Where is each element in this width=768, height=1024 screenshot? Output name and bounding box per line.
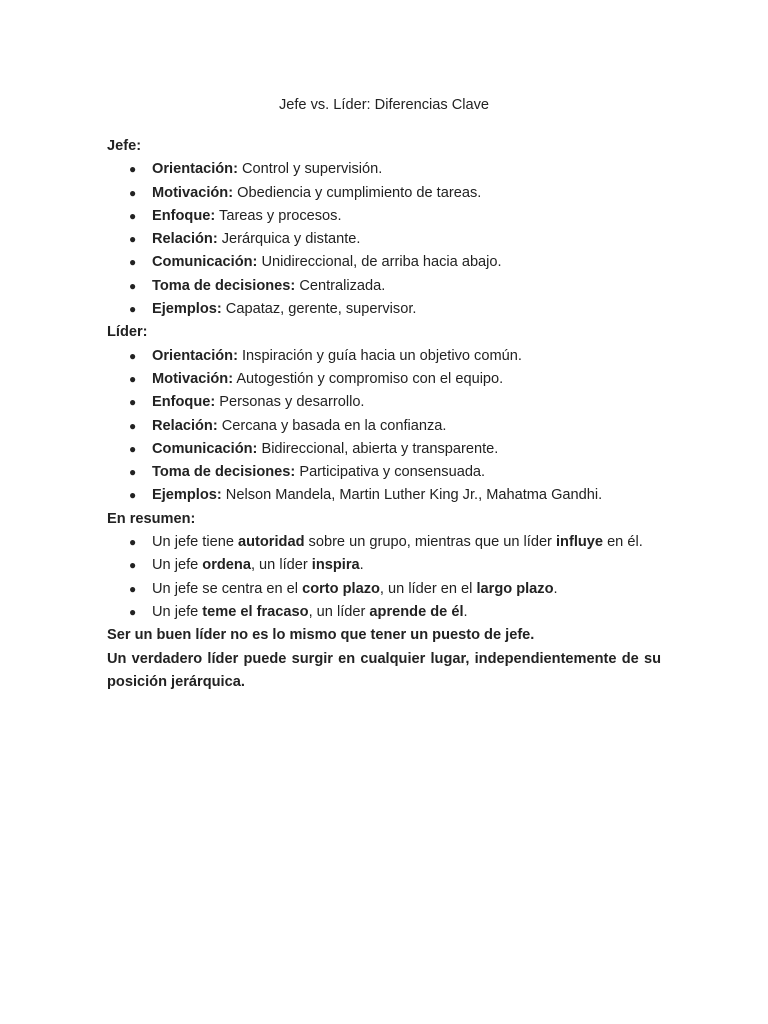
item-emphasis: autoridad — [238, 534, 305, 551]
bullet-icon: ● — [129, 371, 137, 386]
list-item — [107, 182, 661, 205]
list-item — [107, 205, 661, 228]
item-label: Relación: — [152, 417, 218, 434]
bullet-icon: ● — [129, 465, 137, 480]
item-emphasis: corto plazo — [302, 580, 380, 597]
item-text: Tareas y procesos. — [215, 207, 342, 224]
item-text: Participativa y consensuada. — [295, 464, 486, 481]
bullet-icon: ● — [129, 535, 137, 550]
list-item — [107, 601, 661, 624]
item-text: sobre un grupo, mientras que un líder — [304, 534, 556, 551]
item-text: Obediencia y cumplimiento de tareas. — [233, 184, 482, 201]
list-item — [107, 554, 661, 577]
item-text: , un líder — [308, 603, 370, 620]
item-emphasis: inspira — [311, 557, 360, 574]
bullet-icon: ● — [129, 581, 137, 596]
item-text: Inspiración y guía hacia un objetivo común. — [237, 347, 522, 364]
item-label: Toma de decisiones: — [152, 464, 296, 481]
list-item — [107, 298, 661, 321]
bullet-icon: ● — [129, 208, 137, 223]
item-text: , un líder — [250, 557, 312, 574]
list-item — [107, 251, 661, 274]
item-text: . — [553, 580, 558, 597]
bullet-icon: ● — [129, 558, 137, 573]
item-text: . — [463, 603, 468, 620]
lider-list — [107, 345, 661, 508]
item-emphasis: ordena — [202, 557, 251, 574]
item-label: Orientación: — [152, 347, 238, 364]
list-item — [107, 368, 661, 391]
item-text: , un líder en el — [379, 580, 477, 597]
resumen-list — [107, 531, 661, 624]
bullet-icon: ● — [129, 185, 137, 200]
item-emphasis: influye — [555, 534, 604, 551]
bullet-icon: ● — [129, 395, 137, 410]
list-item — [107, 578, 661, 601]
item-emphasis: largo plazo — [476, 580, 554, 597]
list-item — [107, 275, 661, 298]
list-item — [107, 438, 661, 461]
list-item — [107, 415, 661, 438]
list-item — [107, 461, 661, 484]
document-title: Jefe vs. Líder: Diferencias Clave — [278, 97, 490, 113]
item-text: Un jefe tiene — [152, 534, 238, 551]
item-text: Jerárquica y distante. — [217, 231, 361, 248]
list-item — [107, 228, 661, 251]
item-emphasis: aprende de él — [369, 603, 464, 620]
list-item — [107, 158, 661, 181]
item-label: Comunicación: — [152, 254, 258, 271]
bullet-icon: ● — [129, 488, 137, 503]
item-text: Un jefe — [152, 603, 203, 620]
jefe-list — [107, 158, 661, 321]
item-label: Comunicación: — [152, 440, 258, 457]
list-item — [107, 391, 661, 414]
section-heading-lider: Líder: — [107, 324, 148, 341]
bullet-icon: ● — [129, 418, 137, 433]
bullet-icon: ● — [129, 441, 137, 456]
item-label: Orientación: — [152, 161, 238, 178]
list-item — [107, 345, 661, 368]
item-text: Un jefe — [152, 557, 203, 574]
item-label: Motivación: — [152, 184, 234, 201]
section-heading-resumen: En resumen: — [107, 510, 196, 527]
bullet-icon: ● — [129, 348, 137, 363]
item-text: en él. — [603, 534, 643, 551]
bullet-icon: ● — [129, 604, 137, 619]
item-text: Personas y desarrollo. — [215, 394, 365, 411]
item-text: . — [359, 557, 364, 574]
item-label: Ejemplos: — [152, 301, 222, 318]
item-text: Unidireccional, de arriba hacia abajo. — [257, 254, 502, 271]
bullet-icon: ● — [129, 278, 137, 293]
bullet-icon: ● — [129, 302, 137, 317]
item-emphasis: teme el fracaso — [202, 603, 309, 620]
item-label: Enfoque: — [152, 394, 216, 411]
item-text: Bidireccional, abierta y transparente. — [257, 440, 499, 457]
item-label: Relación: — [152, 231, 218, 248]
closing-statement-2: Un verdadero líder puede surgir en cualquier lugar, independientemente de su posición jerárquica. — [107, 650, 661, 690]
item-label: Enfoque: — [152, 207, 216, 224]
bullet-icon: ● — [129, 162, 137, 177]
item-text: Control y supervisión. — [237, 161, 383, 178]
item-label: Ejemplos: — [152, 487, 222, 504]
list-item — [107, 531, 661, 554]
list-item — [107, 484, 661, 507]
bullet-icon: ● — [129, 255, 137, 270]
item-text: Centralizada. — [295, 277, 386, 294]
item-text: Nelson Mandela, Martin Luther King Jr., Mahatma Gandhi. — [221, 487, 603, 504]
item-label: Motivación: — [152, 370, 234, 387]
item-text: Un jefe se centra en el — [152, 580, 303, 597]
document-page — [107, 95, 661, 694]
bullet-icon: ● — [129, 232, 137, 247]
item-label: Toma de decisiones: — [152, 277, 296, 294]
item-text: Cercana y basada en la confianza. — [217, 417, 447, 434]
item-text: Autogestión y compromiso con el equipo. — [233, 370, 504, 387]
section-heading-jefe: Jefe: — [107, 138, 142, 154]
item-text: Capataz, gerente, supervisor. — [221, 301, 417, 318]
closing-statement-1: Ser un buen líder no es lo mismo que tener un puesto de jefe. — [107, 627, 535, 644]
